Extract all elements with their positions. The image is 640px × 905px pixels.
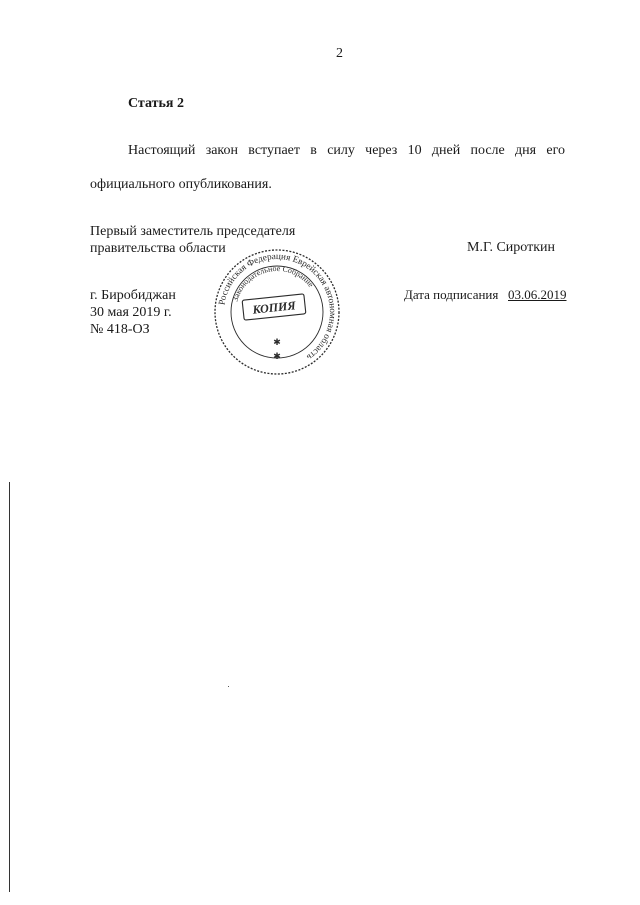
issue-place: г. Биробиджан bbox=[90, 288, 176, 303]
stamp-outer-text: Российская Федерация Еврейская автономная область bbox=[216, 250, 339, 363]
scan-speck bbox=[228, 686, 229, 687]
article-heading: Статья 2 bbox=[128, 96, 184, 111]
stamp-star-icon: ✱ bbox=[273, 337, 281, 347]
article-text-line-2: официального опубликования. bbox=[90, 177, 272, 192]
issue-date: 30 мая 2019 г. bbox=[90, 305, 172, 320]
signatory-title-line-2: правительства области bbox=[90, 241, 226, 256]
official-stamp bbox=[212, 247, 342, 377]
scan-edge-line bbox=[9, 482, 10, 892]
signing-date-value: 03.06.2019 bbox=[508, 287, 567, 302]
stamp-inner-text: Законодательное Собрание bbox=[230, 263, 316, 303]
signatory-name: М.Г. Сироткин bbox=[467, 240, 556, 255]
law-number: № 418-ОЗ bbox=[90, 322, 150, 337]
page-number: 2 bbox=[336, 46, 343, 61]
stamp-center-text: КОПИЯ bbox=[251, 298, 297, 317]
signing-date-label: Дата подписания bbox=[404, 287, 499, 302]
signatory-title-line-1: Первый заместитель председателя bbox=[90, 224, 296, 239]
article-text-line-1: Настоящий закон вступает в силу через 10 дней после дня его bbox=[128, 143, 565, 158]
stamp-star-icon: ✱ bbox=[273, 351, 281, 361]
